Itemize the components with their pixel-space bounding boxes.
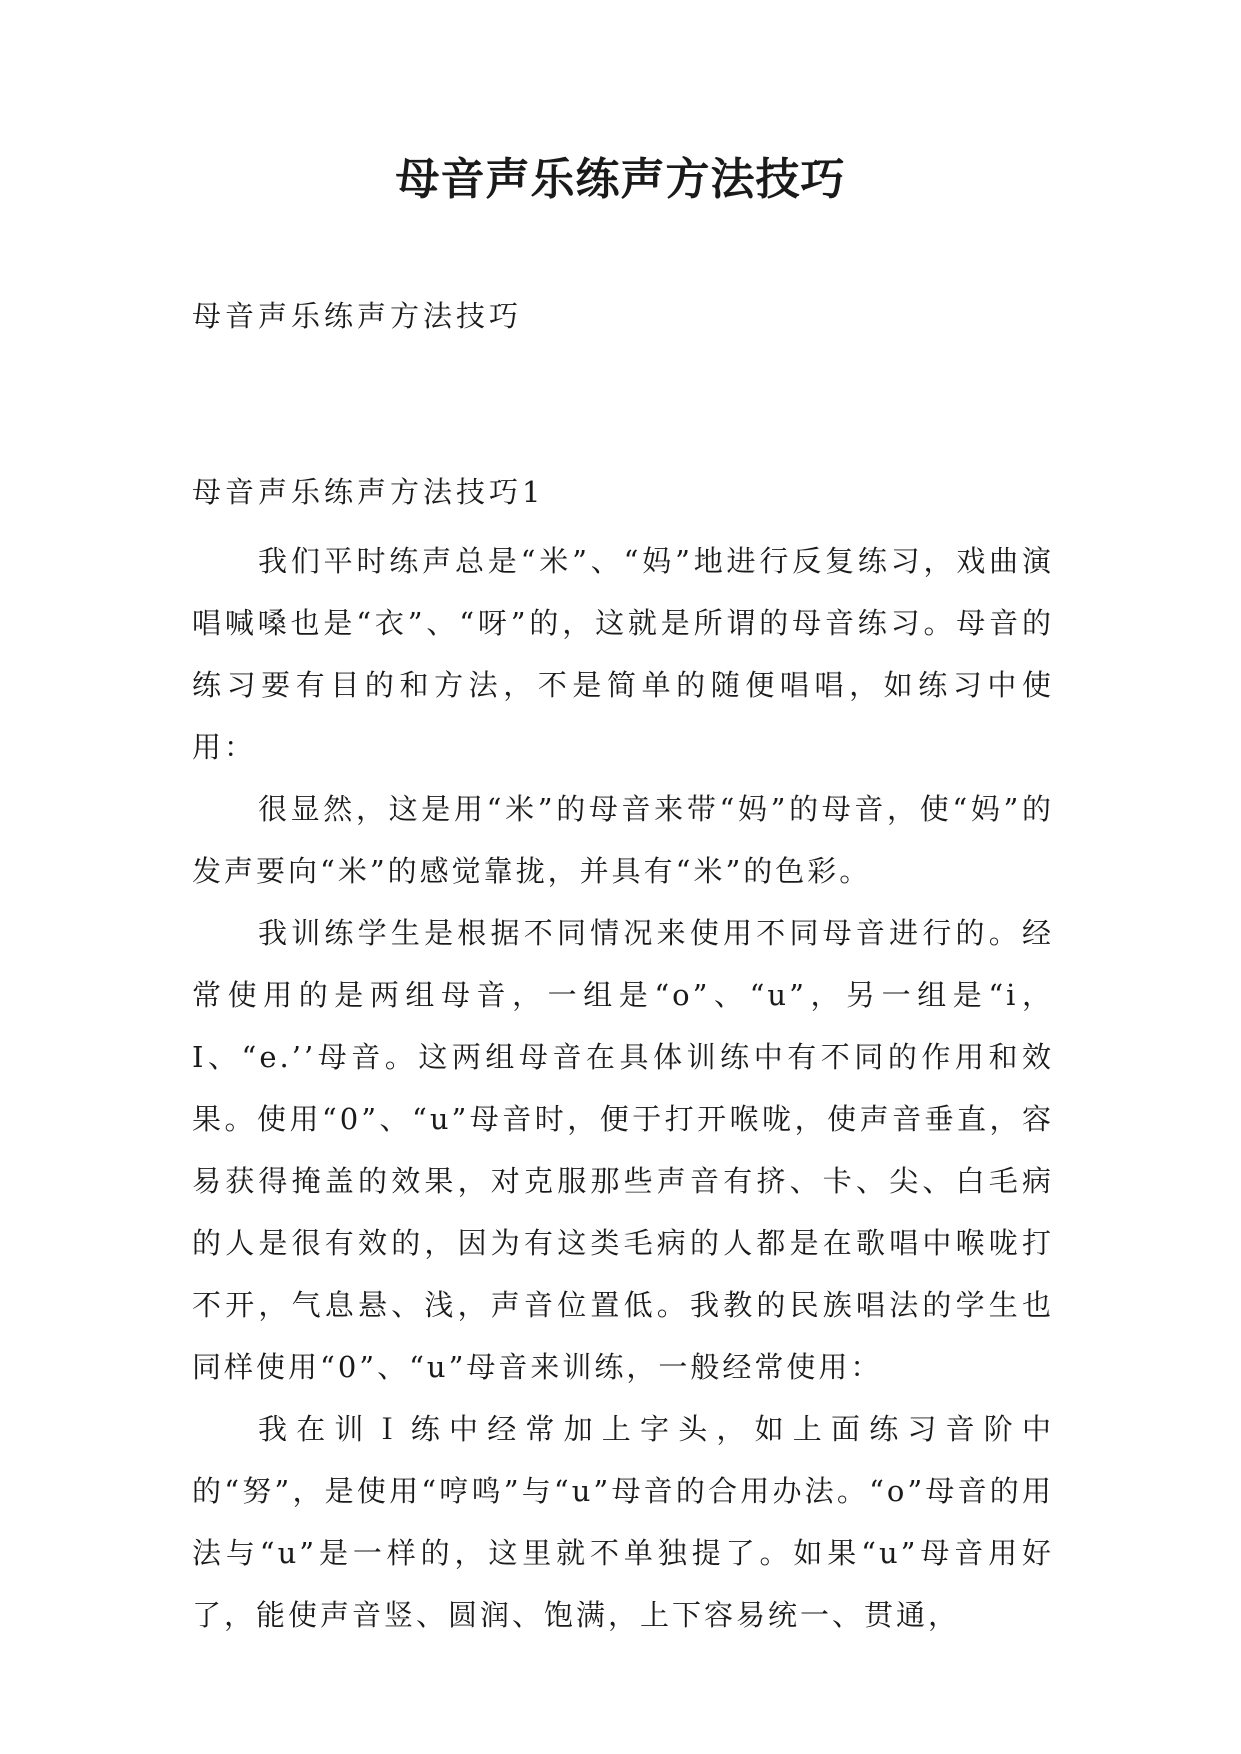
page-title: 母音声乐练声方法技巧 (395, 154, 846, 205)
section-heading: 母音声乐练声方法技巧1 (192, 475, 545, 509)
document-subtitle: 母音声乐练声方法技巧 (192, 299, 523, 333)
body-text (192, 530, 1054, 1646)
paragraph: 我们平时练声总是“米”、“妈”地进行反复练习，戏曲演唱喊嗓也是“衣”、“呀”的，这就是所谓的母音练习。母音的练习要有目的和方法，不是简单的随便唱唱，如练习中使用： (192, 544, 1054, 764)
paragraph: 我训练学生是根据不同情况来使用不同母音进行的。经常使用的是两组母音，一组是“o”、“u”，另一组是“i，I、“e.’’母音。这两组母音在具体训练中有不同的作用和效果。使用“0”、“u”母音时，便于打开喉咙，使声音垂直，容易获得掩盖的效果，对克服那些声音有挤、卡、尖、白毛病的人是很有效的，因为有这类毛病的人都是在歌唱中喉咙打不开，气息悬、浅，声音位置低。我教的民族唱法的学生也同样使用“0”、“u”母音来训练，一般经常使用： (192, 916, 1054, 1384)
paragraph: 很显然，这是用“米”的母音来带“妈”的母音，使“妈”的发声要向“米”的感觉靠拢，并具有“米”的色彩。 (192, 792, 1054, 888)
paragraph: 我在训Ｉ练中经常加上字头，如上面练习音阶中的“努”，是使用“哼鸣”与“u”母音的合用办法。“o”母音的用法与“u”是一样的，这里就不单独提了。如果“u”母音用好了，能使声音竖、圆润、饱满，上下容易统一、贯通， (192, 1412, 1054, 1632)
